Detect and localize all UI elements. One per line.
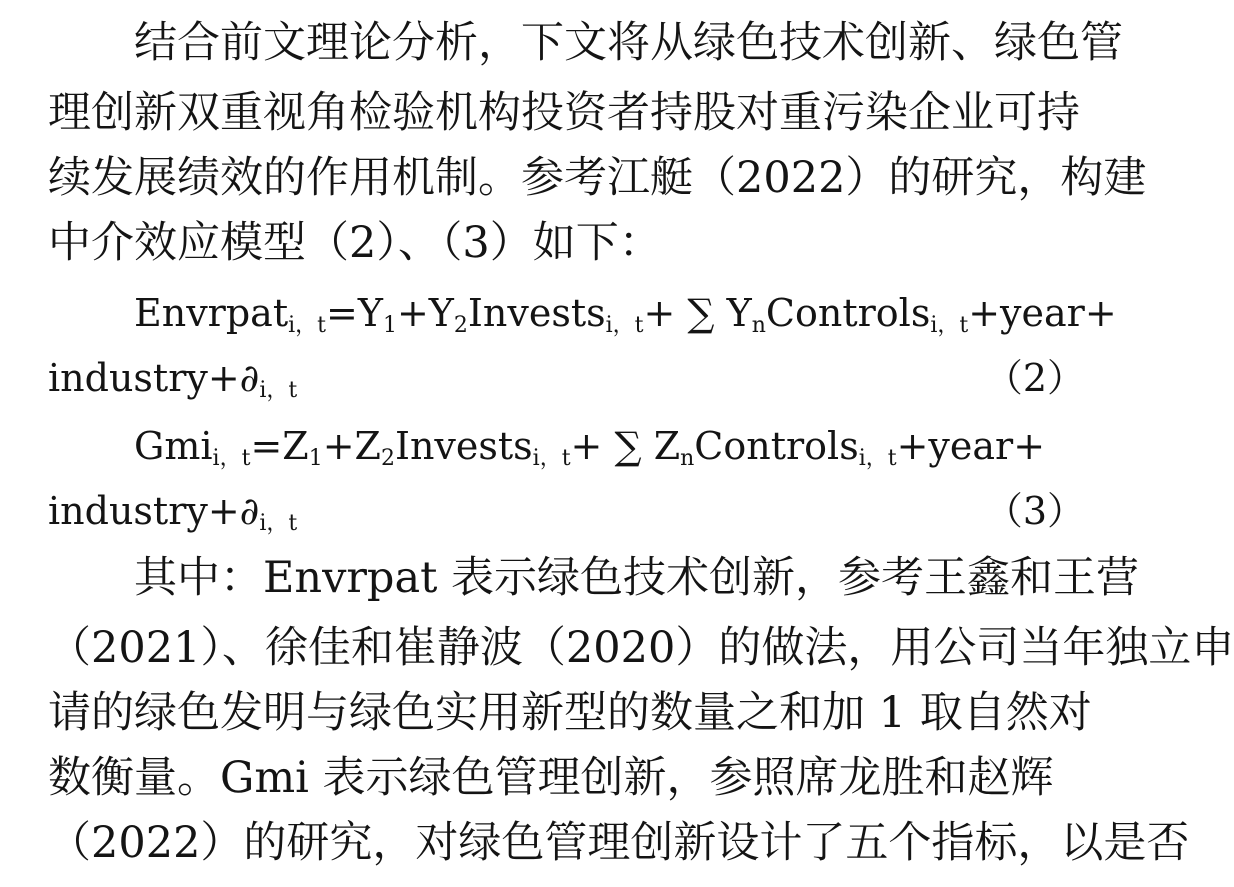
equation-3-lhs: Gmi [134,424,213,468]
paragraph-1-line-4: 中介效应模型（2）、（3）如下： [48,218,662,268]
paragraph-2-line-2: （2021）、徐佳和崔静波（2020）的做法，用公司当年独立申 [48,623,1234,673]
paragraph-2-line-4: 数衡量。Gmi 表示绿色管理创新，参照席龙胜和赵辉 [48,753,1054,803]
equation-2-number: （2） [984,356,1085,400]
equation-2-line-2: $industry+\partial_{i,t}$ [48,356,298,403]
paragraph-1-line-2: 理创新双重视角检验机构投资者持股对重污染企业可持 [48,88,1080,138]
paragraph-2-line-3: 请的绿色发明与绿色实用新型的数量之和加 1 取自然对 [48,688,1092,738]
equation-3-number: （3） [984,489,1085,533]
equation-3-line-1: $Gmi_{i,t}=Z_1+Z_2Invests_{i,t}+$ ∑ $Z_nControls_{i,t}+year+$ [134,424,1046,471]
paragraph-2-line-5: （2022）的研究，对绿色管理创新设计了五个指标，以是否 [48,818,1190,868]
equation-2-line-1: $Envrpat_{i,t}=Y_1+Y_2Invests_{i,t}+$ ∑ $Y_nControls_{i,t}+year+$ [134,291,1117,338]
equation-3-line-2: $industry+\partial_{i,t}$ [48,489,298,536]
paragraph-2-line-1: 其中：Envrpat 表示绿色技术创新，参考王鑫和王营 [134,553,1140,603]
paragraph-1-line-3: 续发展绩效的作用机制。参考江艇（2022）的研究，构建 [48,153,1147,203]
equation-2-lhs: Envrpat [134,291,289,335]
paragraph-1-line-1: 结合前文理论分析，下文将从绿色技术创新、绿色管 [134,18,1123,68]
